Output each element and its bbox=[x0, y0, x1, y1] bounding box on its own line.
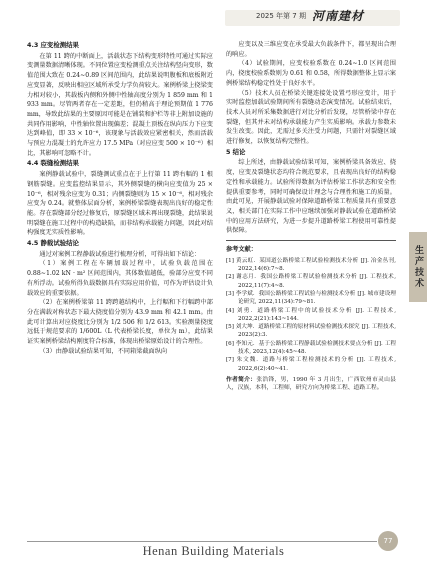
references-title: 参考文献： bbox=[226, 246, 257, 254]
paragraph: 综上所述，由静载试验结果可知，案例桥梁具备效应、挠度，应变及裂缝状态均符合规范要求，且表现出良好的结构稳定性和承载能力。试验所得数据为评估桥梁工作状态和安全性提供重要参考，同时可确保设计理念与合理性和施工的质量。由此可见，开展静载试验对保障道路桥梁工程质量具有重要意义，相关部门在实际工作中应继续加强对静载试验在道路桥梁中的应用方法研究，为进一步提升道路桥梁工程使用可靠性提供保障。 bbox=[226, 159, 396, 235]
paragraph: （1）案例工程在车辆加载过程中，试验负载范围在 0.88~1.02 kN · m² 区间范围内，其体数值越低，验部分应变不同有所浮动。试验所得负载数据具有实际应用价值，可作为评估设计负载效应的重要依据。 bbox=[27, 260, 213, 297]
reference-item: [5] 刘大坤．道路桥梁工程的原材料试验检测技术探究 [J]. 工程技术, 2023(2):3. bbox=[226, 324, 396, 339]
paragraph: 应变以及三维应变在承受最大负载条件下，都呈现出合理的响应。 bbox=[226, 41, 396, 58]
section-heading: 5 结论 bbox=[226, 147, 246, 156]
reference-item: [1] 黄云虹．某国道公路桥梁工程试验检测技术分析 [J]. 冶金丛刊, 2022,14(6):7~8. bbox=[226, 257, 396, 273]
left-column bbox=[27, 40, 213, 357]
page-header bbox=[0, 0, 427, 30]
references-list bbox=[226, 257, 396, 373]
reference-item: [3] 李学斌．我国公路桥梁工程试验与检测技术分析 [J]. 城市建设理论研究, 2022,11(34):79~81. bbox=[226, 290, 396, 306]
reference-item: [4] 刘勇．道路桥梁工程中的试验技术分析 [J]. 工程技术, 2022,2(21):143~144. bbox=[226, 307, 396, 322]
reference-item: [7] 朱文魏．道路与桥梁工程检测技术的分析 [J]. 工程技术, 2022,6(2):40~41. bbox=[226, 357, 396, 372]
right-column bbox=[226, 40, 396, 393]
references-divider bbox=[226, 240, 396, 241]
issue-label: 2025 年第 7 期 bbox=[256, 12, 306, 20]
footer-divider bbox=[27, 541, 377, 542]
paragraph: （5）技术人员在桥梁关键连接处设置弓形应变计，用于实时监控加载试验期间所有裂缝动态演变情况。试验结束后，技术人员对所采集数据进行对比分析后发现，尽管桥梁中存在裂缝，但其并未对结构承载能力产生实质影响。承载力参数未发生改变。因此，无需过多关注受力问题，只需针对裂缝区域进行修复，以恢复结构完整性。 bbox=[226, 89, 396, 146]
paragraph: 在第 11 跨的中断面上，活载状态下结构变形特性可通过实际应变测量数据清晰体现。不同位置应变检测重点关注结构竖向变形，数值范围大致在 0.24~0.89 区间范围内，此结果说明腹板和底板附近应变显著，反映出相应区域所承受力学负荷较大。案例桥梁上挠梁变力相对较小，其载板内侧和外侧中性轴高度分别为 1 859 mm 和 1 933 mm。尽管两者存在一定差距，但仍稍高于理论预期值 1 776 mm，导致此结果的主要原因可能是在铺装和护栏等非上附加设施的共同作用影响，中性轴位置出现偏差；混凝土顶板在纵向压力下应变达到峰值，即 33 × 10⁻⁶，该现象与活载效应紧密相关，然而活载与预应力混凝土的允许应力 17.5 MPa（对应应变 500 × 10⁻⁶）相比，其影响可忽略不计。 bbox=[27, 52, 213, 157]
author-text: 张浩锋，男，1990 年 3 月出生，广西钦州市灵山县人，汉族，本科，工程师，研究方向为桥梁工程、道路工程。 bbox=[226, 376, 396, 392]
paragraph: （3）由静载试验结果可知，不同箱梁截面纵向 bbox=[39, 347, 168, 355]
journal-title: 河南建材 bbox=[312, 9, 365, 23]
page-number: 77 bbox=[378, 531, 398, 551]
paragraph: （2）在案例桥梁第 11 跨跨越结构中，上行幅和下行幅跨中部分在满载对称状态下最大挠度值分别为 43.9 mm 和 42.1 mm。由此可计算出对应挠度比分别为 1/2 506 和 1/2 613。实验测量挠度远低于规范要求的 1/600L（L 代表桥梁长度，单位为 m），此结果证实案例桥梁结构刚度符合标准，体现出桥梁原始设计的合理性。 bbox=[27, 299, 213, 346]
reference-item: [6] 李知元．基于公路桥梁工程静载试验检测技术要点分析 [J]. 工程技术, 2023,12(4):45~48. bbox=[226, 340, 396, 356]
author-note bbox=[226, 376, 396, 393]
paragraph: 通过对案例工程静载试验进行梳理分析，可得出如下结论： bbox=[39, 250, 201, 258]
footer-journal: Henan Building Materials bbox=[142, 544, 285, 558]
section-heading: 4.3 应变检测结果 bbox=[27, 41, 79, 49]
reference-item: [2] 谢志月．我国公路桥梁工程试验检测技术分析 [J]. 工程技术, 2022,11(7):4~8. bbox=[226, 274, 396, 289]
section-heading: 4.5 静载试验结论 bbox=[27, 239, 79, 248]
section-heading: 4.4 裂缝检测结果 bbox=[27, 159, 79, 168]
paragraph: （4）试验期间，应变校验系数在 0.24~1.0 区间范围内，挠度校验系数则为 0.61 和 0.58，所得数据整体上显示案例桥梁结构稳定性处于良好水平。 bbox=[226, 60, 396, 87]
author-label: 作者简介： bbox=[226, 376, 257, 383]
paragraph: 案例静载试验中，裂缝测试重点在于上行第 11 跨右幅的 1 根钢筋裂缝。应变监控结果显示，其外侧裂缝的横向应变值为 25 × 10⁻⁶，相对残余应变为 0.31；内侧裂缝则为 15 × 10⁻⁶，相对残余应变为 0.24。就整体层面分析，案例桥梁裂缝表现出良好的稳定性能。存在裂缝部分经过修复后，原裂缝区域未再出现裂缝，此结果说明裂缝在施工过程中的构造缺陷，而非结构承载能力问题，因此对结构强度无实质性影响。 bbox=[27, 171, 213, 237]
right-column-body bbox=[226, 40, 396, 236]
section-tab: 生产技术 bbox=[409, 232, 427, 302]
